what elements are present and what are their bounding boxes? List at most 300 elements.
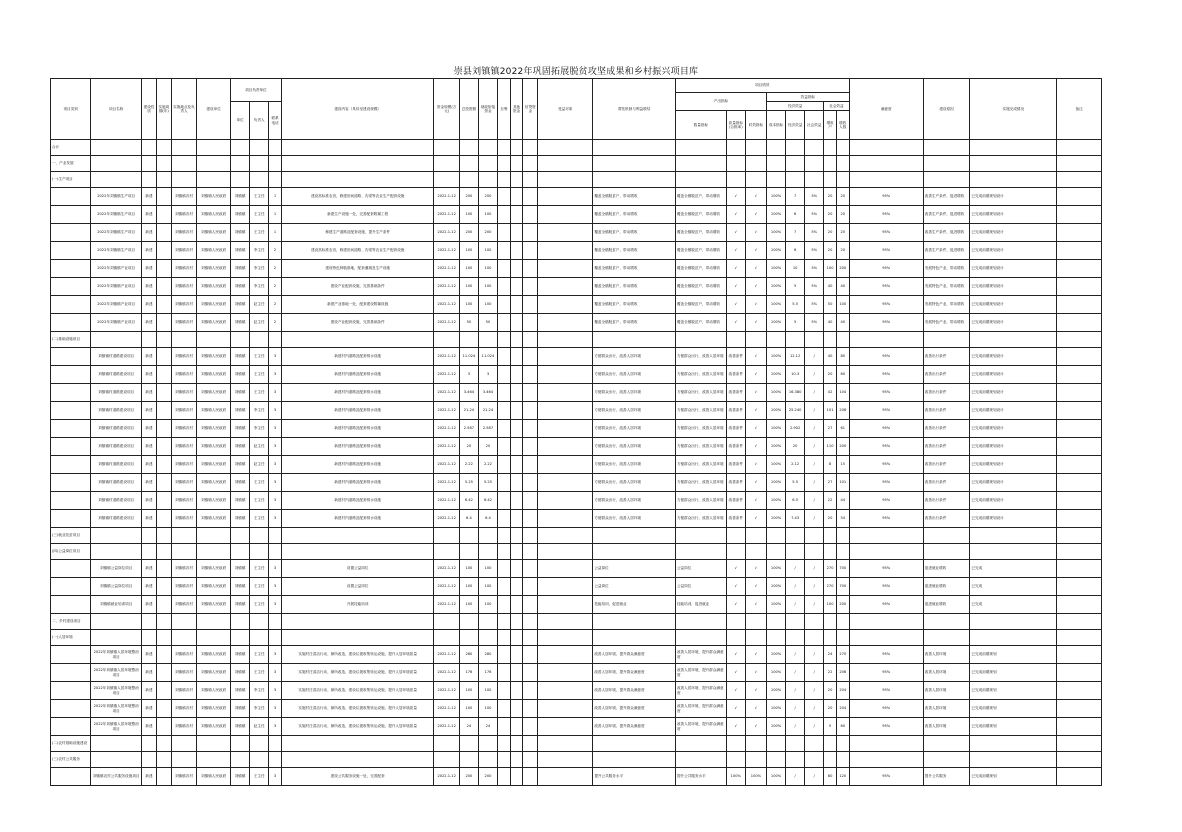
cell-category — [51, 700, 91, 718]
cell-content: 新建村内道路及配套排水设施 — [281, 510, 434, 528]
cell-income: 101 — [824, 402, 837, 420]
empty-cell — [1057, 156, 1102, 172]
cell-period — [156, 768, 171, 786]
cell-invest-total: 200 — [459, 188, 478, 206]
empty-cell — [726, 172, 745, 188]
cell-link: 改善人居环境，提升群众满意度 — [593, 700, 676, 718]
table-row — [51, 384, 1102, 402]
cell-remark — [1057, 348, 1102, 366]
cell-name: 刘镇镇农村公共服务设施项目 — [91, 768, 142, 786]
empty-cell — [231, 736, 250, 752]
cell-unit: 刘镇镇人民政府 — [197, 348, 231, 366]
cell-resp-unit: 刘镇镇 — [231, 278, 250, 296]
cell-link: 公益岗位 — [593, 578, 676, 596]
cell-fund-self — [498, 278, 511, 296]
cell-location: 刘镇镇各村 — [171, 296, 196, 314]
cell-location: 刘镇镇各村 — [171, 188, 196, 206]
cell-location: 刘镇镇各村 — [171, 700, 196, 718]
empty-cell — [675, 544, 726, 560]
cell-content: 新建村内道路及配套排水设施 — [281, 348, 434, 366]
cell-perf-quality: √ — [726, 596, 745, 614]
cell-satisfaction: 95% — [849, 366, 923, 384]
empty-cell — [523, 630, 538, 646]
cell-fund-credit — [523, 510, 538, 528]
cell-perf-cost: 100% — [767, 560, 786, 578]
cell-resp-phone: 3 — [269, 718, 282, 736]
empty-cell — [269, 528, 282, 544]
empty-cell — [459, 172, 478, 188]
cell-econ-a: 2.12 — [786, 456, 805, 474]
cell-benefit-object — [538, 474, 593, 492]
cell-unit: 刘镇镇人民政府 — [197, 188, 231, 206]
cell-income: 270 — [824, 578, 837, 596]
cell-perf-quality: 改善条件 — [726, 492, 745, 510]
empty-cell — [142, 172, 157, 188]
cell-resp-phone: 3 — [269, 420, 282, 438]
cell-reason: 促进就业增收 — [923, 596, 970, 614]
cell-econ-b: / — [805, 682, 824, 700]
cell-perf-time: √ — [745, 348, 766, 366]
cell-invest-total: 200 — [459, 224, 478, 242]
empty-cell — [510, 752, 523, 768]
empty-cell — [510, 172, 523, 188]
cell-invest-total: 100 — [459, 242, 478, 260]
cell-period — [156, 278, 171, 296]
cell-perf-cost: 100% — [767, 596, 786, 614]
cell-link: 改善人居环境，提升群众满意度 — [593, 682, 676, 700]
cell-content: 新建村内道路及配套排水设施 — [281, 384, 434, 402]
cell-income-person: 60 — [836, 366, 849, 384]
cell-invest: 2022.1-12 — [434, 260, 459, 278]
empty-cell — [91, 172, 142, 188]
empty-cell — [923, 156, 970, 172]
cell-content: 新建村内道路及配套排水设施 — [281, 438, 434, 456]
project-table — [50, 78, 1102, 786]
empty-cell — [538, 172, 593, 188]
empty-cell — [849, 614, 923, 630]
empty-cell — [250, 630, 269, 646]
cell-reason: 改善生产条件，促进增收 — [923, 188, 970, 206]
empty-cell — [142, 736, 157, 752]
cell-perf-qty: 覆盖全镇脱贫户，带动增收 — [675, 242, 726, 260]
empty-cell — [786, 140, 805, 156]
empty-cell — [970, 172, 1057, 188]
cell-resp-person: 王主任 — [250, 188, 269, 206]
cell-category — [51, 510, 91, 528]
table-row — [51, 578, 1102, 596]
cell-resp-person: 李主任 — [250, 278, 269, 296]
cell-fund-credit — [523, 260, 538, 278]
empty-cell — [171, 156, 196, 172]
empty-cell — [91, 614, 142, 630]
cell-fund-other — [510, 242, 523, 260]
cell-name: 2022年刘镇镇生产项目 — [91, 242, 142, 260]
cell-resp-person: 王主任 — [250, 596, 269, 614]
cell-perf-qty: 覆盖全镇脱贫户，带动增收 — [675, 278, 726, 296]
cell-fund-self — [498, 206, 511, 224]
cell-econ-a: / — [786, 768, 805, 786]
cell-resp-unit: 刘镇镇 — [231, 420, 250, 438]
cell-invest: 2022.1-12 — [434, 224, 459, 242]
cell-benefit-object — [538, 646, 593, 664]
empty-cell — [510, 140, 523, 156]
cell-econ-a: 5 — [786, 278, 805, 296]
empty-cell — [523, 614, 538, 630]
cell-plan: 已完成前期规划设计 — [970, 420, 1057, 438]
cell-location: 刘镇镇各村 — [171, 578, 196, 596]
empty-cell — [231, 156, 250, 172]
cell-satisfaction: 95% — [849, 700, 923, 718]
cell-fund-self — [498, 646, 511, 664]
empty-cell — [498, 614, 511, 630]
empty-cell — [459, 528, 478, 544]
cell-fund-central: 100 — [478, 296, 497, 314]
cell-fund-other — [510, 278, 523, 296]
empty-cell — [498, 332, 511, 348]
cell-satisfaction: 95% — [849, 456, 923, 474]
cell-reason: 改善出行条件 — [923, 510, 970, 528]
cell-plan: 已完成前期规划设计 — [970, 366, 1057, 384]
cell-benefit-object — [538, 420, 593, 438]
cell-perf-qty: 方便群众出行，改善人居环境 — [675, 474, 726, 492]
empty-cell — [824, 752, 837, 768]
header-perf-cost: 成本指标 — [767, 111, 786, 140]
cell-fund-central: 100 — [478, 242, 497, 260]
page-title: 崇县刘镇镇2022年巩固拓展脱贫攻坚成果和乡村振兴项目库 — [453, 67, 699, 77]
empty-cell — [970, 156, 1057, 172]
cell-benefit-object — [538, 188, 593, 206]
empty-cell — [849, 736, 923, 752]
empty-cell — [459, 630, 478, 646]
cell-period — [156, 560, 171, 578]
empty-cell — [538, 156, 593, 172]
cell-plan: 已完成前期规划 — [970, 700, 1057, 718]
cell-fund-other — [510, 578, 523, 596]
cell-period — [156, 474, 171, 492]
cell-fund-central: 21.24 — [478, 402, 497, 420]
empty-cell — [836, 614, 849, 630]
cell-perf-qty: 提升公共服务水平 — [675, 768, 726, 786]
cell-name: 刘镇镇村道路建设项目 — [91, 456, 142, 474]
cell-income: 100 — [824, 260, 837, 278]
cell-resp-phone: 3 — [269, 664, 282, 682]
empty-cell — [970, 752, 1057, 768]
cell-content: 建设产业配套设施，完善基础条件 — [281, 278, 434, 296]
empty-cell — [281, 528, 434, 544]
cell-perf-time: √ — [745, 596, 766, 614]
cell-perf-time: √ — [745, 296, 766, 314]
cell-resp-phone: 2 — [269, 296, 282, 314]
cell-econ-b: / — [805, 384, 824, 402]
cell-unit: 刘镇镇人民政府 — [197, 242, 231, 260]
empty-cell — [745, 752, 766, 768]
cell-plan: 已完成 — [970, 578, 1057, 596]
cell-invest: 2022.1-12 — [434, 206, 459, 224]
cell-period — [156, 438, 171, 456]
cell-remark — [1057, 682, 1102, 700]
cell-unit: 刘镇镇人民政府 — [197, 474, 231, 492]
cell-nature: 新建 — [142, 314, 157, 332]
cell-link: 改善人居环境，提升群众满意度 — [593, 718, 676, 736]
header-invest-total: 总投资额 — [459, 79, 478, 140]
cell-plan: 已完成前期规划设计 — [970, 492, 1057, 510]
empty-cell — [523, 736, 538, 752]
cell-link: 方便群众出行，改善人居环境 — [593, 456, 676, 474]
cell-perf-cost: 100% — [767, 492, 786, 510]
category-label: 二、乡村建设项目 — [51, 614, 91, 630]
cell-category — [51, 296, 91, 314]
empty-cell — [805, 544, 824, 560]
cell-fund-self — [498, 224, 511, 242]
cell-nature: 新建 — [142, 474, 157, 492]
cell-fund-central: 200 — [478, 224, 497, 242]
empty-cell — [156, 736, 171, 752]
cell-name: 2022年刘镇镇人居环境整治项目 — [91, 682, 142, 700]
cell-resp-unit: 刘镇镇 — [231, 438, 250, 456]
cell-invest: 2022.1-12 — [434, 700, 459, 718]
cell-perf-quality: √ — [726, 278, 745, 296]
cell-resp-unit: 刘镇镇 — [231, 474, 250, 492]
cell-fund-credit — [523, 596, 538, 614]
cell-category — [51, 596, 91, 614]
header-location: 实施地点及负责人 — [171, 79, 196, 140]
empty-cell — [805, 140, 824, 156]
empty-cell — [805, 630, 824, 646]
cell-nature: 新建 — [142, 456, 157, 474]
cell-econ-b: 5% — [805, 224, 824, 242]
cell-remark — [1057, 438, 1102, 456]
cell-perf-cost: 100% — [767, 682, 786, 700]
empty-cell — [171, 528, 196, 544]
cell-income: 8 — [824, 456, 837, 474]
header-income: 增收户 — [824, 111, 837, 140]
cell-satisfaction: 95% — [849, 474, 923, 492]
cell-resp-person: 李主任 — [250, 700, 269, 718]
empty-cell — [1057, 528, 1102, 544]
empty-cell — [197, 140, 231, 156]
cell-remark — [1057, 510, 1102, 528]
cell-period — [156, 242, 171, 260]
table-row — [51, 242, 1102, 260]
cell-perf-time: √ — [745, 438, 766, 456]
empty-cell — [726, 332, 745, 348]
cell-benefit-object — [538, 560, 593, 578]
header-period: 实施周期(年) — [156, 79, 171, 140]
empty-cell — [197, 332, 231, 348]
cell-resp-person: 王主任 — [250, 206, 269, 224]
category-label: 一、产业发展 — [51, 156, 91, 172]
cell-content: 设置公益岗位 — [281, 578, 434, 596]
cell-satisfaction: 95% — [849, 296, 923, 314]
cell-unit: 刘镇镇人民政府 — [197, 278, 231, 296]
cell-resp-person: 李主任 — [250, 260, 269, 278]
cell-benefit-object — [538, 578, 593, 596]
cell-reason: 改善出行条件 — [923, 438, 970, 456]
cell-perf-cost: 100% — [767, 348, 786, 366]
cell-link: 覆盖全镇脱贫户，带动增收 — [593, 206, 676, 224]
cell-benefit-object — [538, 278, 593, 296]
cell-unit: 刘镇镇人民政府 — [197, 560, 231, 578]
cell-benefit-object — [538, 492, 593, 510]
cell-fund-self — [498, 456, 511, 474]
cell-perf-cost: 100% — [767, 242, 786, 260]
cell-link: 方便群众出行，改善人居环境 — [593, 438, 676, 456]
cell-satisfaction: 95% — [849, 768, 923, 786]
empty-cell — [538, 332, 593, 348]
cell-name: 2022年刘镇镇生产项目 — [91, 206, 142, 224]
cell-reason: 改善人居环境 — [923, 682, 970, 700]
empty-cell — [767, 528, 786, 544]
cell-fund-self — [498, 366, 511, 384]
cell-location: 刘镇镇各村 — [171, 242, 196, 260]
cell-period — [156, 314, 171, 332]
empty-cell — [745, 544, 766, 560]
empty-cell — [510, 156, 523, 172]
cell-name: 2022年刘镇镇产业项目 — [91, 260, 142, 278]
empty-cell — [824, 544, 837, 560]
cell-category — [51, 206, 91, 224]
category-row — [51, 332, 1102, 348]
cell-resp-unit: 刘镇镇 — [231, 224, 250, 242]
cell-category — [51, 402, 91, 420]
cell-resp-phone: 3 — [269, 768, 282, 786]
empty-cell — [269, 172, 282, 188]
cell-fund-credit — [523, 438, 538, 456]
cell-period — [156, 456, 171, 474]
cell-invest-total: 176 — [459, 664, 478, 682]
cell-name: 刘镇镇村道路建设项目 — [91, 366, 142, 384]
cell-fund-credit — [523, 560, 538, 578]
cell-econ-b: 5% — [805, 314, 824, 332]
table-row — [51, 296, 1102, 314]
cell-econ-b: / — [805, 596, 824, 614]
cell-content: 实施村庄清洁行动、厕所改造，建设垃圾收集转运设施，提升人居环境质量 — [281, 700, 434, 718]
empty-cell — [459, 544, 478, 560]
cell-perf-cost: 100% — [767, 384, 786, 402]
cell-econ-b: / — [805, 492, 824, 510]
empty-cell — [726, 156, 745, 172]
cell-remark — [1057, 224, 1102, 242]
cell-fund-central: 280 — [478, 646, 497, 664]
cell-perf-cost: 100% — [767, 260, 786, 278]
cell-reason: 改善出行条件 — [923, 456, 970, 474]
cell-nature: 新建 — [142, 366, 157, 384]
cell-remark — [1057, 188, 1102, 206]
cell-plan: 已完成前期规划 — [970, 768, 1057, 786]
category-row — [51, 736, 1102, 752]
empty-cell — [250, 752, 269, 768]
cell-fund-self — [498, 596, 511, 614]
cell-fund-self — [498, 474, 511, 492]
cell-fund-other — [510, 420, 523, 438]
cell-invest: 2022.1-12 — [434, 456, 459, 474]
cell-invest-total: 11.024 — [459, 348, 478, 366]
cell-resp-unit: 刘镇镇 — [231, 510, 250, 528]
empty-cell — [849, 528, 923, 544]
cell-perf-cost: 100% — [767, 188, 786, 206]
cell-fund-central: 6.4 — [478, 510, 497, 528]
cell-location: 刘镇镇各村 — [171, 314, 196, 332]
cell-fund-central: 5.25 — [478, 474, 497, 492]
cell-plan: 已完成前期规划设计 — [970, 278, 1057, 296]
cell-econ-b: / — [805, 456, 824, 474]
empty-cell — [269, 736, 282, 752]
cell-fund-other — [510, 646, 523, 664]
cell-econ-a: 16.380 — [786, 384, 805, 402]
cell-period — [156, 596, 171, 614]
cell-satisfaction: 95% — [849, 206, 923, 224]
cell-invest: 2022.1-12 — [434, 510, 459, 528]
cell-resp-phone: 3 — [269, 438, 282, 456]
cell-fund-other — [510, 718, 523, 736]
cell-remark — [1057, 366, 1102, 384]
cell-link: 方便群众出行，改善人居环境 — [593, 492, 676, 510]
cell-income: 270 — [824, 560, 837, 578]
cell-name: 刘镇镇村道路建设项目 — [91, 420, 142, 438]
cell-resp-unit: 刘镇镇 — [231, 646, 250, 664]
cell-benefit-object — [538, 456, 593, 474]
empty-cell — [498, 528, 511, 544]
cell-resp-unit: 刘镇镇 — [231, 206, 250, 224]
cell-resp-person: 赵主任 — [250, 314, 269, 332]
cell-income-person: 204 — [836, 682, 849, 700]
cell-fund-other — [510, 206, 523, 224]
cell-resp-person: 王主任 — [250, 224, 269, 242]
empty-cell — [805, 528, 824, 544]
cell-unit: 刘镇镇人民政府 — [197, 420, 231, 438]
cell-fund-credit — [523, 420, 538, 438]
cell-remark — [1057, 402, 1102, 420]
cell-income: 22 — [824, 492, 837, 510]
empty-cell — [836, 630, 849, 646]
cell-perf-time: √ — [745, 510, 766, 528]
empty-cell — [767, 752, 786, 768]
cell-income: 40 — [824, 278, 837, 296]
empty-cell — [478, 172, 497, 188]
empty-cell — [824, 630, 837, 646]
cell-fund-credit — [523, 314, 538, 332]
empty-cell — [91, 752, 142, 768]
empty-cell — [593, 156, 676, 172]
header-plan: 实施完成情况 — [970, 79, 1057, 140]
cell-resp-person: 王主任 — [250, 768, 269, 786]
cell-nature: 新建 — [142, 578, 157, 596]
cell-invest-total: 100 — [459, 260, 478, 278]
empty-cell — [91, 736, 142, 752]
cell-satisfaction: 95% — [849, 510, 923, 528]
cell-income-person: 208 — [836, 402, 849, 420]
cell-benefit-object — [538, 366, 593, 384]
cell-content: 设置公益岗位 — [281, 560, 434, 578]
cell-perf-qty: 方便群众出行，改善人居环境 — [675, 384, 726, 402]
empty-cell — [231, 752, 250, 768]
cell-resp-phone: 3 — [269, 348, 282, 366]
cell-reason: 改善生产条件，促进增收 — [923, 224, 970, 242]
empty-cell — [923, 752, 970, 768]
cell-perf-qty: 覆盖全镇脱贫户，带动增收 — [675, 206, 726, 224]
cell-satisfaction: 95% — [849, 438, 923, 456]
cell-benefit-object — [538, 348, 593, 366]
empty-cell — [805, 614, 824, 630]
cell-econ-b: / — [805, 646, 824, 664]
empty-cell — [970, 528, 1057, 544]
cell-resp-phone: 3 — [269, 384, 282, 402]
empty-cell — [269, 630, 282, 646]
cell-satisfaction: 95% — [849, 348, 923, 366]
header-perf-output: 产出指标 — [675, 93, 766, 111]
cell-content: 建设产业配套设施，完善基础条件 — [281, 314, 434, 332]
empty-cell — [250, 332, 269, 348]
